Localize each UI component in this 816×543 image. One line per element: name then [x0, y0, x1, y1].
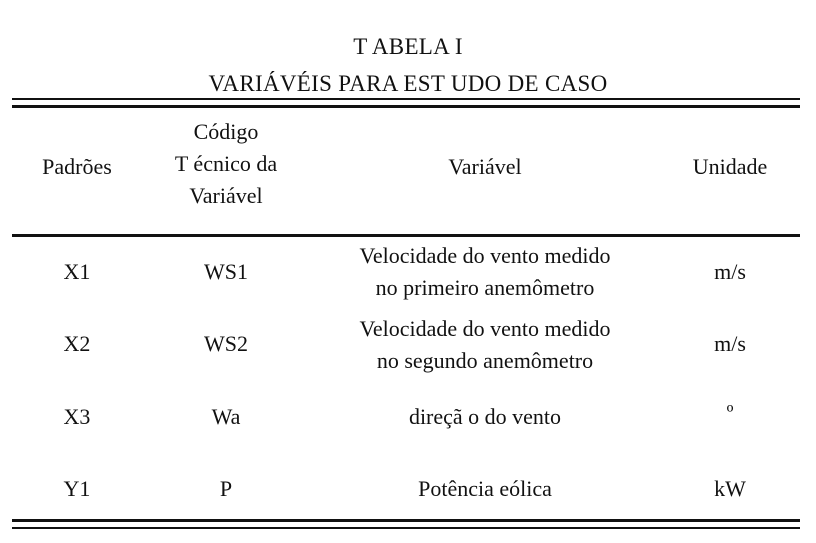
row-1-variavel-line-2: no primeiro anemômetro — [375, 275, 595, 300]
row-2-padrao: X2 — [63, 331, 91, 356]
table-bottom-rule-2 — [12, 527, 800, 529]
table-caption-number: T ABELA I — [353, 34, 463, 59]
table-bottom-rule-1 — [12, 519, 800, 522]
table-top-rule-2 — [12, 105, 800, 108]
header-codigo — [142, 116, 310, 212]
row-1-variavel — [310, 240, 660, 304]
header-codigo-line-3: Variável — [189, 183, 263, 208]
header-codigo-line-2: T écnico da — [174, 151, 278, 176]
row-1-codigo: WS1 — [204, 259, 248, 284]
table-caption-title: VARIÁVÉIS PARA EST UDO DE CASO — [208, 71, 608, 96]
header-separator-rule — [12, 234, 800, 237]
row-4-padrao: Y1 — [63, 476, 91, 501]
row-2-variavel-line-1: Velocidade do vento medido — [359, 316, 611, 341]
row-2-unidade: m/s — [714, 331, 746, 356]
row-1-variavel-line-1: Velocidade do vento medido — [359, 243, 611, 268]
header-padroes: Padrões — [42, 154, 112, 179]
header-variavel: Variável — [448, 154, 522, 179]
header-codigo-line-1: Código — [193, 119, 259, 144]
row-2-codigo: WS2 — [204, 331, 248, 356]
row-4-unidade: kW — [714, 476, 746, 501]
row-1-padrao: X1 — [63, 259, 91, 284]
row-2-variavel-line-2: no segundo anemômetro — [376, 348, 594, 373]
row-3-unidade: º — [726, 400, 734, 425]
row-4-codigo: P — [219, 476, 233, 501]
row-4-variavel: Potência eólica — [418, 476, 552, 501]
row-2-variavel — [310, 313, 660, 377]
row-3-variavel: direçã o do vento — [408, 404, 562, 429]
table-top-rule-1 — [12, 98, 800, 100]
row-3-padrao: X3 — [63, 404, 91, 429]
header-unidade: Unidade — [692, 154, 768, 179]
row-3-codigo: Wa — [211, 404, 241, 429]
row-1-unidade: m/s — [714, 259, 746, 284]
